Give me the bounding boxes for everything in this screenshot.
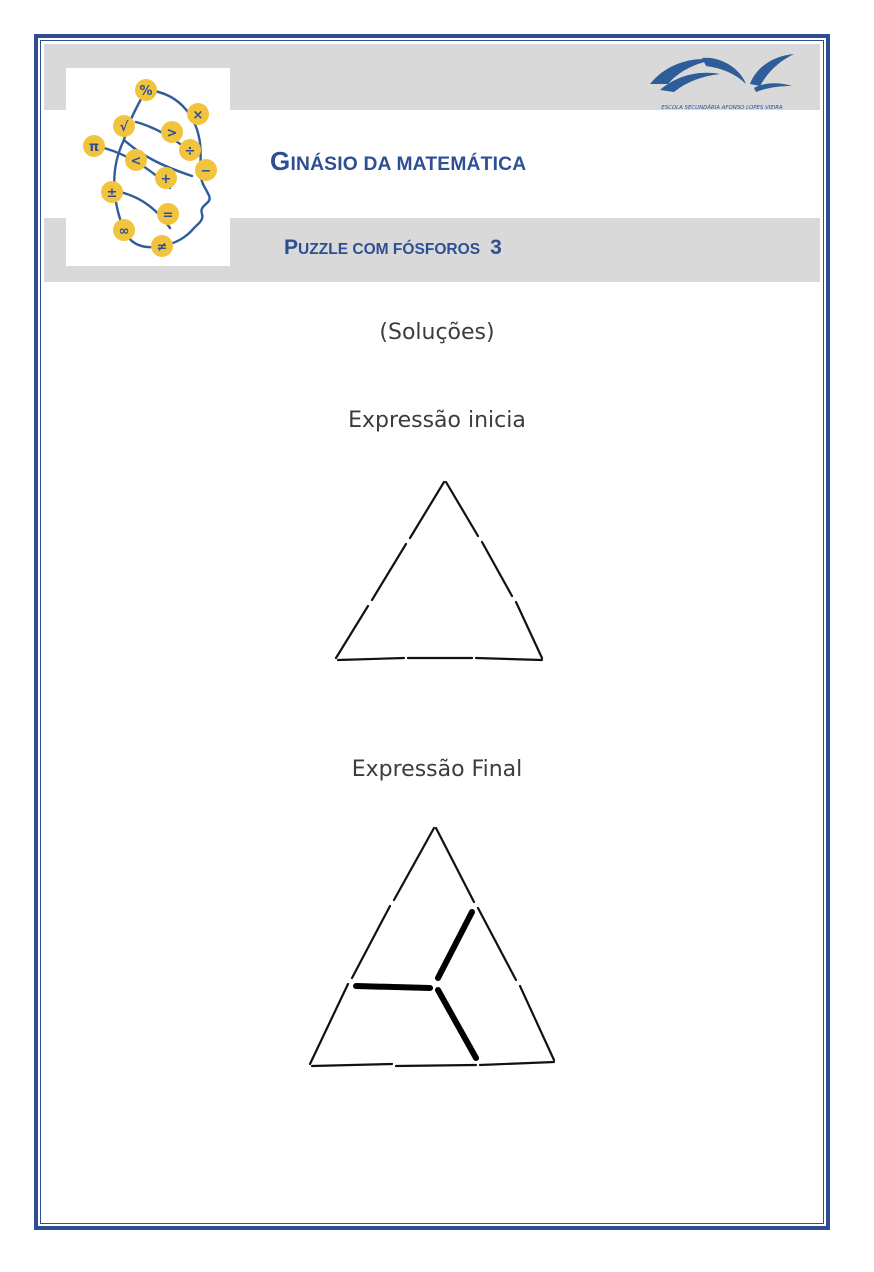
matchstick xyxy=(338,658,404,660)
matchstick xyxy=(372,544,406,600)
matchstick xyxy=(312,1064,392,1066)
matchstick xyxy=(410,482,444,538)
bold-matchstick xyxy=(438,990,476,1058)
math-head-logo xyxy=(66,68,230,266)
greater-symbol: > xyxy=(166,126,178,141)
sqrt-symbol: √ xyxy=(119,120,129,135)
final-expression-label: Expressão Final xyxy=(351,757,523,782)
matchstick xyxy=(480,1062,554,1065)
pi-symbol: π xyxy=(88,140,100,155)
bold-matchstick xyxy=(356,986,430,988)
less-symbol: < xyxy=(130,154,142,169)
matchstick xyxy=(436,828,474,902)
page-title-initial: G xyxy=(270,146,291,176)
infinity-symbol: ∞ xyxy=(118,224,130,239)
matchstick xyxy=(482,542,512,596)
page-subtitle-number: 3 xyxy=(490,236,502,259)
matchstick xyxy=(352,906,390,978)
matchstick xyxy=(476,658,542,660)
page-title xyxy=(270,146,526,177)
school-logo-caption: ESCOLA SECUNDÁRIA AFONSO LOPES VIEIRA xyxy=(661,105,783,111)
plus-symbol: + xyxy=(160,172,172,187)
multiply-symbol: × xyxy=(192,108,204,123)
initial-expression-label: Expressão inicia xyxy=(348,408,526,433)
initial-matchstick-triangle xyxy=(320,470,560,680)
matchstick xyxy=(478,908,516,980)
minus-symbol: − xyxy=(200,164,212,179)
final-matchstick-figure xyxy=(300,818,570,1078)
matchstick xyxy=(446,482,478,536)
percent-symbol: % xyxy=(139,84,153,99)
page-subtitle xyxy=(284,236,502,260)
matchstick xyxy=(394,828,434,900)
plusminus-symbol: ± xyxy=(106,186,118,201)
school-logo xyxy=(646,48,798,114)
divide-symbol: ÷ xyxy=(184,144,196,159)
matchstick xyxy=(310,984,348,1064)
matchstick xyxy=(520,986,554,1060)
matchstick xyxy=(336,606,368,658)
page-subtitle-rest: UZZLE COM FÓSFOROS xyxy=(298,241,481,258)
page-title-rest: INÁSIO DA MATEMÁTICA xyxy=(290,154,527,175)
bold-matchstick xyxy=(438,912,472,978)
solutions-label: (Soluções) xyxy=(379,320,495,345)
page-subtitle-initial: P xyxy=(284,236,299,259)
equals-symbol: = xyxy=(162,208,174,223)
matchstick xyxy=(516,602,542,658)
notequal-symbol: ≠ xyxy=(156,240,168,255)
matchstick xyxy=(396,1065,476,1066)
